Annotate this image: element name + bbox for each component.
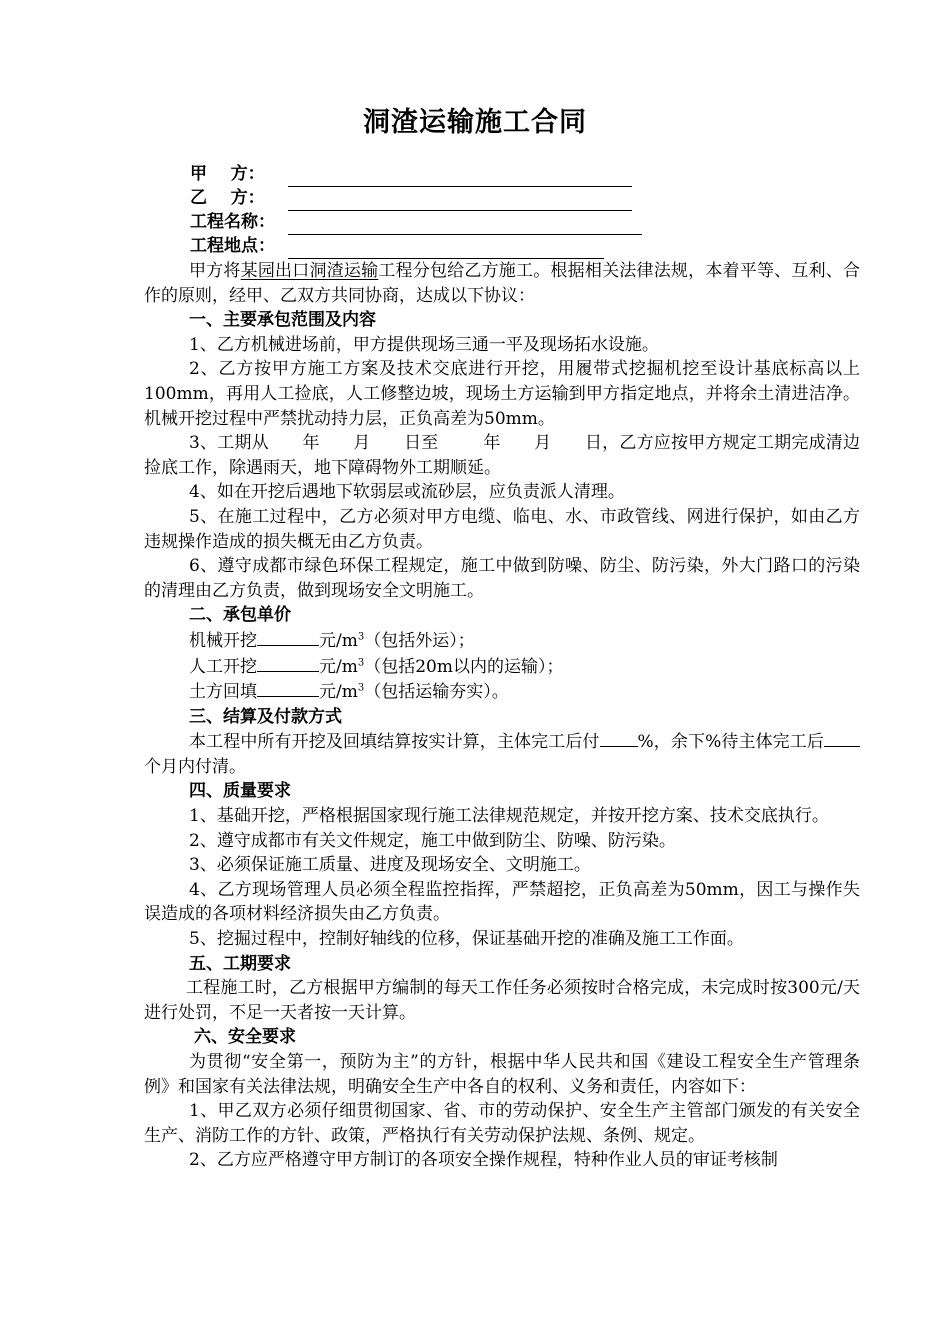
party-a-row: [190, 163, 632, 187]
section-4-item-2: 2、遵守成都市有关文件规定，施工中做到防尘、防噪、防污染。: [189, 830, 676, 851]
section-1-item-4: 4、如在开挖后遇地下软弱层或流砂层，应负责派人清理。: [189, 482, 625, 503]
section-4-item-5: 5、挖掘过程中，控制好轴线的位移，保证基础开挖的准确及施工工作面。: [189, 929, 744, 950]
section-1-item-2: 2、乙方按甲方施工方案及技术交底进行开挖，用履带式挖掘机挖至设计基底标高以上100mm，再用人工捡底，人工修整边坡，现场土方运输到甲方指定地点，并将余土清进洁净。机械开挖过程中严禁扰动持力层，正负高差为50mm。: [144, 359, 860, 429]
party-b-blank[interactable]: [288, 190, 632, 211]
project-location-row: [190, 235, 604, 259]
party-a-label: 甲 方：: [190, 164, 265, 185]
party-b-label: 乙 方：: [190, 188, 265, 209]
price-row-backfill: 土方回填 元$/m^3$（包括运输夯实）。: [144, 679, 860, 705]
project-location-label: 工程地点：: [190, 236, 275, 257]
section-1-item-6: 6、遵守成都市绿色环保工程规定，施工中做到防噪、防尘、防污染，外大门路口的污染的清理由乙方负责，做到现场安全文明施工。: [144, 556, 860, 601]
payment-months-blank[interactable]: [824, 729, 860, 747]
section-3-heading: 三、结算及付款方式: [189, 706, 342, 727]
intro-paragraph: 甲方将某园出口洞渣运输工程分包给乙方施工。根据相关法律法规，本着平等、互利、合作的原则，经甲、乙双方共同协商，达成以下协议：: [144, 261, 861, 306]
section-6-item-2: 2、乙方应严格遵守甲方制订的各项安全操作规程，特种作业人员的审证考核制: [189, 1150, 778, 1171]
section-5-text: 工程施工时，乙方根据甲方编制的每天工作任务必须按时合格完成，未完成时按300元/天进行处罚，不足一天者按一天计算。: [144, 978, 860, 1023]
project-location-blank[interactable]: [288, 238, 604, 259]
price-blank-manual[interactable]: [257, 654, 319, 672]
section-4-item-1: 1、基础开挖，严格根据国家现行施工法律规范规定，并按开挖方案、技术交底执行。: [189, 806, 829, 827]
party-b-row: [190, 187, 632, 211]
party-a-blank[interactable]: [288, 166, 632, 187]
project-name-label: 工程名称：: [190, 212, 275, 233]
project-name-blank[interactable]: [288, 214, 642, 235]
price-blank-machine[interactable]: [257, 628, 319, 646]
payment-percent-blank[interactable]: [600, 729, 638, 747]
document-title: 洞渣运输施工合同: [363, 107, 587, 138]
section-1-item-1: 1、乙方机械进场前，甲方提供现场三通一平及现场拓水设施。: [189, 334, 659, 355]
section-4-item-4: 4、乙方现场管理人员必须全程监控指挥，严禁超挖，正负高差为50mm，因工与操作失误造成的各项材料经济损失由乙方负责。: [144, 879, 860, 925]
section-6-heading: 六、安全要求: [194, 1027, 296, 1048]
section-2-heading: 二、承包单价: [189, 605, 291, 626]
section-1-heading: 一、主要承包范围及内容: [189, 310, 376, 331]
section-1-item-3: 3、工期从 年 月 日至 年 月 日，乙方应按甲方规定工期完成清边捡底工作，除遇雨天，地下障碍物外工期顺延。: [144, 433, 860, 478]
section-6-intro: 为贯彻“安全第一，预防为主”的方针，根据中华人民共和国《建设工程安全生产管理条例》和国家有关法律法规，明确安全生产中各自的权利、义务和责任，内容如下：: [144, 1052, 860, 1097]
section-1-item-5: 5、在施工过程中，乙方必须对甲方电缆、临电、水、市政管线、网进行保护，如由乙方违规操作造成的损失概无由乙方负责。: [144, 506, 860, 552]
project-name-underlined: 某园出口洞渣运输: [240, 261, 379, 281]
price-row-manual: 人工开挖 元$/m^3$（包括20m以内的运输）；: [144, 654, 860, 680]
section-4-item-3: 3、必须保证施工质量、进度及现场安全、文明施工。: [189, 855, 591, 876]
section-5-heading: 五、工期要求: [189, 953, 291, 974]
section-4-heading: 四、质量要求: [189, 781, 291, 802]
price-blank-backfill[interactable]: [257, 679, 319, 697]
section-6-item-1: 1、甲乙双方必须仔细贯彻国家、省、市的劳动保护、安全生产主管部门颁发的有关安全生产、消防工作的方针、政策，严格执行有关劳动保护法规、条例、规定。: [144, 1101, 860, 1146]
section-3-text: 本工程中所有开挖及回填结算按实计算，主体完工后付 %，余下%待主体完工后个月内付清。: [144, 729, 860, 779]
project-name-row: [190, 211, 642, 235]
contract-body: [144, 259, 860, 1173]
price-row-machine: 机械开挖 元$/m^3$（包括外运）；: [144, 628, 860, 654]
